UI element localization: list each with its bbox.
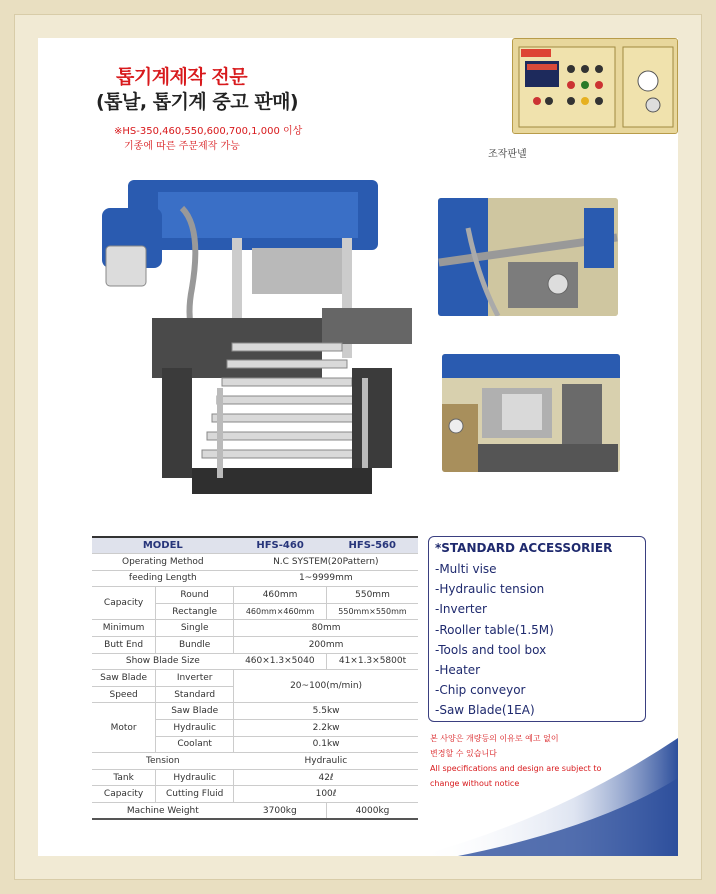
row-sublabel: Saw Blade	[156, 703, 234, 720]
row-value: 460×1.3×5040	[234, 653, 327, 670]
row-value: N.C SYSTEM(20Pattern)	[234, 554, 418, 571]
panel-caption: 조작판넬	[488, 149, 527, 160]
row-sublabel: Bundle	[156, 637, 234, 654]
model-note: ※HS-350,460,550,600,700,1,000 이상	[114, 126, 303, 137]
row-value: 550mm	[326, 587, 418, 604]
row-label: Capacity	[92, 587, 156, 620]
row-sublabel: Cutting Fluid	[156, 786, 234, 803]
row-label: Saw Blade	[92, 670, 156, 687]
table-row	[92, 786, 418, 803]
accessory-item: -Hydraulic tension	[435, 582, 545, 597]
row-sublabel: Standard	[156, 686, 234, 703]
row-value: 5.5kw	[234, 703, 418, 720]
table-row	[92, 703, 418, 720]
row-value: 200mm	[234, 637, 418, 654]
accessory-item: -Multi vise	[435, 562, 497, 576]
header-hfs-460: HFS-460	[234, 537, 327, 554]
row-sublabel: Hydraulic	[156, 769, 234, 786]
row-label: Show Blade Size	[92, 653, 234, 670]
table-header-row	[92, 537, 418, 554]
row-value: 42ℓ	[234, 769, 418, 786]
accessory-item: -Inverter	[435, 602, 487, 617]
custom-order-note: 기종에 따른 주문제작 가능	[124, 141, 240, 152]
row-label: Tension	[92, 753, 234, 770]
table-row	[92, 570, 418, 587]
disclaimer-en-1: All specifications and design are subject to	[430, 764, 602, 773]
row-value: 41×1.3×5800t	[326, 653, 418, 670]
disclaimer-en-2: change without notice	[430, 779, 520, 788]
header-hfs-560: HFS-560	[326, 537, 418, 554]
table-row	[92, 554, 418, 571]
row-sublabel: Single	[156, 620, 234, 637]
page-subtitle: (톱날, 톱기계 중고 판매)	[96, 91, 299, 113]
accessories-box	[428, 536, 646, 722]
accessory-item: -Tools and tool box	[435, 642, 547, 657]
band-saw-machine-photo	[62, 168, 422, 498]
row-value: Hydraulic	[234, 753, 418, 770]
table-row	[92, 587, 418, 604]
row-label: feeding Length	[92, 570, 234, 587]
row-value: 0.1kw	[234, 736, 418, 753]
row-sublabel: Rectangle	[156, 603, 234, 620]
row-value: 550mm×550mm	[326, 603, 418, 620]
row-value: 80mm	[234, 620, 418, 637]
accessory-item: -Chip conveyor	[435, 683, 526, 698]
control-panel-photo	[512, 38, 678, 134]
row-value: 20~100(m/min)	[234, 670, 418, 703]
accessories-title: *STANDARD ACCESSORIER	[435, 541, 613, 555]
spec-table	[92, 536, 418, 820]
row-value: 100ℓ	[234, 786, 418, 803]
row-label: Motor	[92, 703, 156, 753]
row-value: 2.2kw	[234, 720, 418, 737]
table-row	[92, 620, 418, 637]
row-label: Butt End	[92, 637, 156, 654]
row-value: 1~9999mm	[234, 570, 418, 587]
accessory-item: -Rooller table(1.5M)	[435, 622, 554, 637]
accessory-item: -Saw Blade(1EA)	[435, 703, 535, 718]
row-sublabel: Inverter	[156, 670, 234, 687]
row-value: 460mm×460mm	[234, 603, 327, 620]
blade-guide-photo	[438, 198, 618, 316]
brochure-page	[38, 38, 678, 856]
disclaimer-ko-1: 본 사양은 개량등의 이유로 예고 없이	[430, 734, 559, 743]
row-value: 4000kg	[326, 803, 418, 820]
row-label: Capacity	[92, 786, 156, 803]
row-label: Operating Method	[92, 554, 234, 571]
row-sublabel: Round	[156, 587, 234, 604]
row-label: Speed	[92, 686, 156, 703]
row-label: Tank	[92, 769, 156, 786]
table-row	[92, 637, 418, 654]
row-label: Machine Weight	[92, 803, 234, 820]
row-value: 3700kg	[234, 803, 327, 820]
row-sublabel: Coolant	[156, 736, 234, 753]
header-model: MODEL	[92, 537, 234, 554]
table-row	[92, 653, 418, 670]
row-value: 460mm	[234, 587, 327, 604]
table-row	[92, 803, 418, 820]
disclaimer-ko-2: 변경할 수 있습니다	[430, 749, 497, 758]
table-row	[92, 753, 418, 770]
row-label: Minimum	[92, 620, 156, 637]
accessory-item: -Heater	[435, 662, 481, 677]
vise-table-photo	[442, 354, 620, 472]
row-sublabel: Hydraulic	[156, 720, 234, 737]
table-row	[92, 670, 418, 687]
table-row	[92, 769, 418, 786]
page-title: 톱기계제작 전문	[116, 66, 248, 88]
